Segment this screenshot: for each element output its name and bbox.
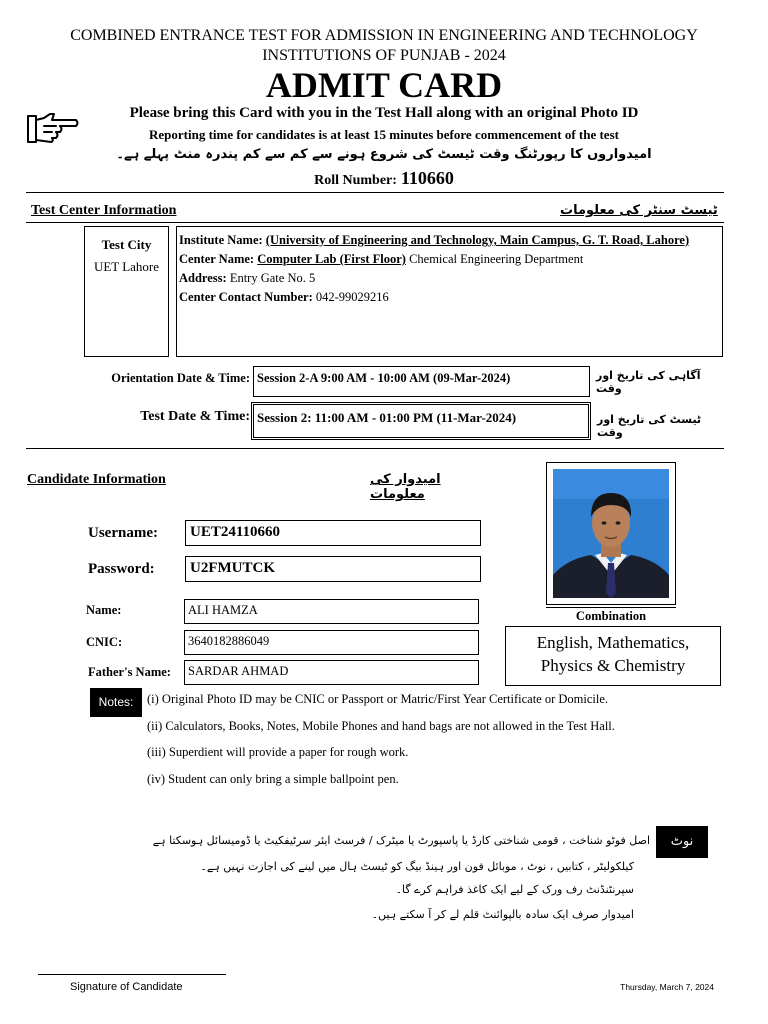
page-title: ADMIT CARD <box>265 65 503 105</box>
note-item-2: (ii) Calculators, Books, Notes, Mobile Phones and hand bags are not allowed in the Test Hall. <box>147 719 615 733</box>
divider <box>26 222 724 223</box>
institute-name <box>179 231 720 250</box>
print-date: Thursday, March 7, 2024 <box>620 982 714 992</box>
address-value: Entry Gate No. 5 <box>229 271 316 285</box>
candidate-heading: Candidate Information <box>27 472 166 487</box>
reporting-time-note-urdu: امیدواروں کا رپورٹنگ وقت ٹیسٹ کی شروع ہونے سے کم سے کم پندرہ منٹ پہلے ہے۔ <box>116 147 652 162</box>
center-name-value: Computer Lab (First Floor) <box>257 252 406 266</box>
note-item-1: (i) Original Photo ID may be CNIC or Passport or Matric/First Year Certificate or Domicile. <box>147 692 609 706</box>
roll-number-value: 110660 <box>400 168 454 188</box>
name-value: ALI HAMZA <box>184 599 479 624</box>
contact-value: 042-99029216 <box>315 290 389 304</box>
orientation-label-urdu: آگاہی کی تاریخ اور وقت <box>596 369 701 395</box>
combination-line1: English, Mathematics, <box>536 633 690 652</box>
address-label: Address: <box>179 271 227 285</box>
note-item-4: (iv) Student can only bring a simple ballpoint pen. <box>147 772 399 786</box>
note-item-urdu-4: امیدوار صرف ایک سادہ بالپوائنٹ قلم لے کر آ سکتے ہیں۔ <box>371 908 634 921</box>
test-city-box <box>84 226 169 357</box>
candidate-photo-image <box>547 463 675 604</box>
test-date-label-urdu: ٹیسٹ کی تاریخ اور وقت <box>597 413 702 439</box>
test-city-value: UET Lahore <box>93 259 160 274</box>
note-item-urdu-1: اصل فوٹو شناخت ، قومی شناختی کارڈ یا پاسپورٹ یا میٹرک / فرسٹ ایئر سرٹیفکیٹ یا ڈومیسائل ہوسکتا ہے <box>152 834 650 847</box>
orientation-value: Session 2-A 9:00 AM - 10:00 AM (09-Mar-2024) <box>253 366 590 397</box>
divider <box>26 448 724 449</box>
contact-label: Center Contact Number: <box>179 290 313 304</box>
header-line2: INSTITUTIONS OF PUNJAB - 2024 <box>262 47 506 64</box>
test-city-label: Test City <box>101 237 152 252</box>
note-item-3: (iii) Superdient will provide a paper for rough work. <box>147 745 409 759</box>
roll-number <box>0 168 768 189</box>
bring-card-note: Please bring this Card with you in the Test Hall along with an original Photo ID <box>129 105 639 121</box>
cnic-label: CNIC: <box>86 635 123 649</box>
note-item-urdu-2: کیلکولیٹر ، کتابیں ، نوٹ ، موبائل فون اور ہینڈ بیگ کو ٹیسٹ ہال میں لینے کی اجازت نہیں ہے۔ <box>200 860 634 873</box>
username-label: Username: <box>88 525 158 541</box>
combination-box <box>505 626 721 686</box>
father-name-label: Father's Name: <box>88 665 171 679</box>
combination-label: Combination <box>575 609 647 623</box>
institute-name-label: Institute Name: <box>179 233 263 247</box>
candidate-photo <box>546 462 676 605</box>
photo-underline <box>546 607 676 608</box>
note-item-urdu-3: سپرنٹنڈنٹ رف ورک کے لیے ایک کاغذ فراہم کرے گا۔ <box>395 883 634 896</box>
divider <box>26 192 724 193</box>
center-address <box>179 269 720 288</box>
signature-label: Signature of Candidate <box>70 981 183 993</box>
username-value: UET24110660 <box>185 520 481 546</box>
password-label: Password: <box>88 561 155 577</box>
name-label: Name: <box>86 603 122 617</box>
test-date-value: Session 2: 11:00 AM - 01:00 PM (11-Mar-2024) <box>251 402 591 440</box>
center-name-label: Center Name: <box>179 252 255 266</box>
test-center-heading: Test Center Information <box>31 203 177 218</box>
header-line1: COMBINED ENTRANCE TEST FOR ADMISSION IN ENGINEERING AND TECHNOLOGY <box>70 27 698 44</box>
center-name-extra: Chemical Engineering Department <box>409 252 584 266</box>
father-name-value: SARDAR AHMAD <box>184 660 479 685</box>
roll-number-label: Roll Number: <box>314 173 397 188</box>
signature-line <box>38 974 226 975</box>
center-name <box>179 250 720 269</box>
orientation-label: Orientation Date & Time: <box>111 371 250 385</box>
password-value: U2FMUTCK <box>185 556 481 582</box>
candidate-heading-urdu: امیدوار کی معلومات <box>370 472 441 502</box>
combination-line2: Physics & Chemistry <box>540 656 686 675</box>
center-contact <box>179 288 720 307</box>
notes-label-urdu: نوٹ <box>656 826 708 858</box>
institute-info-box <box>176 226 723 357</box>
cnic-value: 3640182886049 <box>184 630 479 655</box>
test-date-label: Test Date & Time: <box>140 409 250 424</box>
reporting-time-note: Reporting time for candidates is at least 15 minutes before commencement of the test <box>149 127 619 142</box>
notes-label: Notes: <box>90 688 142 717</box>
test-center-heading-urdu: ٹیسٹ سنٹر کی معلومات <box>560 203 718 218</box>
institute-name-value: (University of Engineering and Technology, Main Campus, G. T. Road, Lahore) <box>265 233 690 247</box>
